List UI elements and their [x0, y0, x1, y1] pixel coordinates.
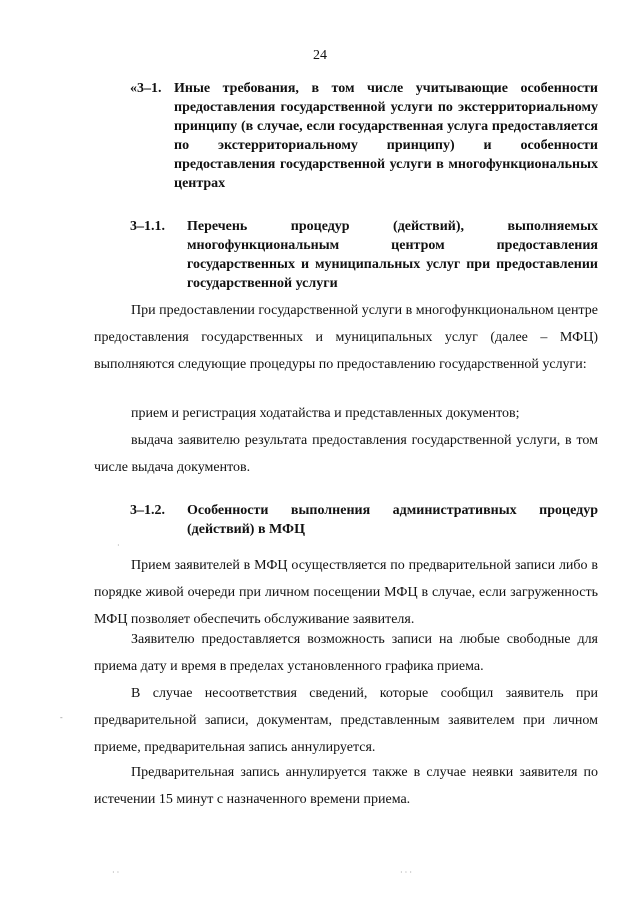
scan-mark: · [117, 541, 120, 550]
page-number: 24 [313, 48, 327, 63]
scan-mark: - [60, 713, 63, 722]
list-item: выдача заявителю результата предоставления государственной услуги, в том числе выдача документов. [94, 433, 598, 475]
paragraph: В случае несоответствия сведений, которые сообщил заявитель при предварительной записи, документам, представленным заявителем при личном приеме, предварительная запись аннулируется. [94, 686, 598, 755]
section-heading-3-1-2 [130, 501, 598, 539]
section-title: Особенности выполнения административных процедур (действий) в МФЦ [187, 503, 598, 537]
paragraph: Прием заявителей в МФЦ осуществляется по предварительной записи либо в порядке живой очереди при личном посещении МФЦ в случае, если загруженность МФЦ позволяет обеспечить обслуживание заявителя. [94, 558, 598, 627]
scan-mark: · · · [400, 868, 412, 877]
section-title: Перечень процедур (действий), выполняемых многофункциональным центром предоставления государственных и муниципальных услуг при предоставлении государственной услуги [187, 219, 598, 291]
section-number: 3–1.2. [130, 503, 165, 518]
section-number: «3–1. [130, 81, 162, 96]
section-heading-3-1-1 [130, 217, 598, 293]
list-item: прием и регистрация ходатайства и представленных документов; [131, 406, 520, 421]
scan-mark: · · [112, 868, 120, 877]
section-title: Иные требования, в том числе учитывающие особенности предоставления государственной услуги по экстерриториальному принципу (в случае, если государственная услуга предоставляется по экстерриториальному принципу) и особенности предоставления государственной услуги в многофункциональных центрах [174, 81, 598, 191]
paragraph: Предварительная запись аннулируется также в случае неявки заявителя по истечении 15 минут с назначенного времени приема. [94, 765, 598, 807]
section-heading-3-1 [130, 79, 598, 193]
paragraph: Заявителю предоставляется возможность записи на любые свободные для приема дату и время в пределах установленного графика приема. [94, 632, 598, 674]
section-number: 3–1.1. [130, 219, 165, 234]
paragraph: При предоставлении государственной услуги в многофункциональном центре предоставления государственных и муниципальных услуг (далее – МФЦ) выполняются следующие процедуры по предоставлению государственной услуги: [94, 303, 598, 372]
